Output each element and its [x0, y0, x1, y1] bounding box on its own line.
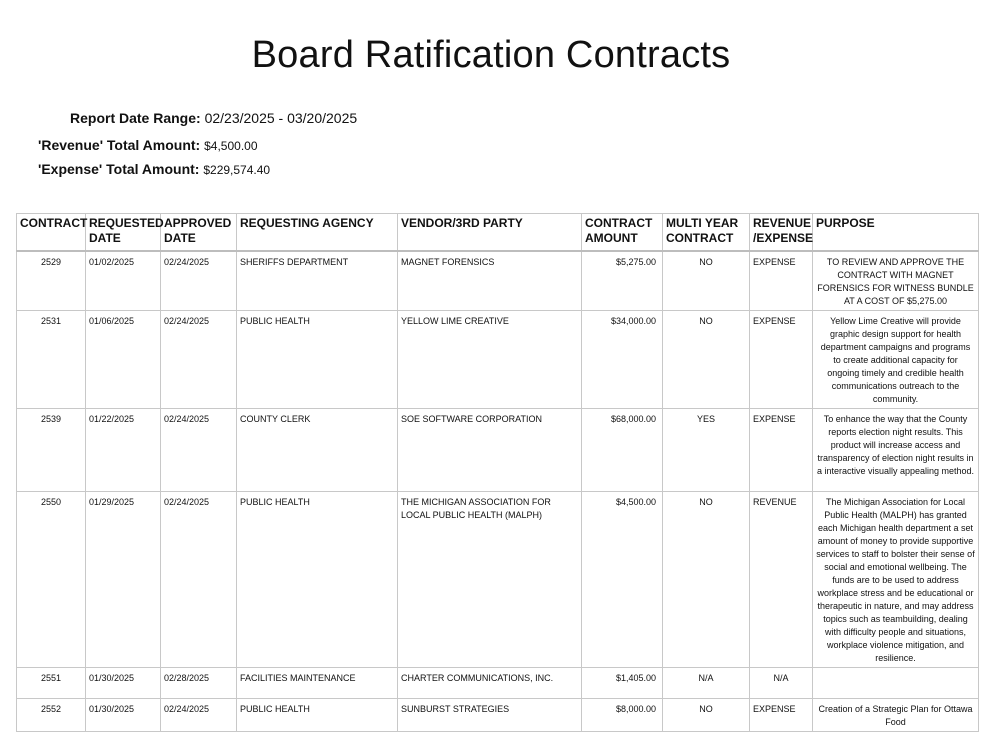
- col-header-purpose: PURPOSE: [813, 214, 979, 252]
- cell-purpose: Creation of a Strategic Plan for Ottawa Food: [813, 699, 979, 732]
- cell-vendor: SOE SOFTWARE CORPORATION: [398, 409, 582, 492]
- cell-multi-year: YES: [663, 409, 750, 492]
- report-date-range-value: 02/23/2025 - 03/20/2025: [204, 110, 358, 126]
- page-title: Board Ratification Contracts: [251, 34, 731, 76]
- cell-contract: 2529: [17, 251, 86, 311]
- cell-vendor: THE MICHIGAN ASSOCIATION FOR LOCAL PUBLIC HEALTH (MALPH): [398, 492, 582, 668]
- cell-approved-date: 02/24/2025: [161, 409, 237, 492]
- report-date-range-label: Report Date Range:: [70, 110, 201, 126]
- cell-multi-year: N/A: [663, 668, 750, 699]
- col-header-contract-amount: CONTRACT AMOUNT: [582, 214, 663, 252]
- cell-amount: $8,000.00: [582, 699, 663, 732]
- col-header-approved-date: APPROVED DATE: [161, 214, 237, 252]
- cell-purpose: To enhance the way that the County reports election night results. This product will increase access and transparency of election night results in a interactive visually appealing method.: [813, 409, 979, 492]
- cell-revenue-expense: EXPENSE: [750, 311, 813, 409]
- cell-amount: $68,000.00: [582, 409, 663, 492]
- cell-purpose: The Michigan Association for Local Public Health (MALPH) has granted each Michigan health department a set amount of money to provide supportive services to staff to bolster their sense of social and emotional wellbeing. The funds are to be used to address workplace stress and be educational or therapeutic in nature, and may address topics such as teambuilding, dealing with difficulty people and situations, workplace violence mitigation, and resilience.: [813, 492, 979, 668]
- cell-requested-date: 01/22/2025: [86, 409, 161, 492]
- cell-contract: 2551: [17, 668, 86, 699]
- col-header-contract: CONTRACT: [17, 214, 86, 252]
- table-row: [17, 409, 979, 492]
- cell-amount: $34,000.00: [582, 311, 663, 409]
- table-header-row: [17, 214, 979, 252]
- cell-vendor: CHARTER COMMUNICATIONS, INC.: [398, 668, 582, 699]
- report-date-range: [70, 110, 357, 126]
- cell-approved-date: 02/24/2025: [161, 699, 237, 732]
- table-row: [17, 251, 979, 311]
- cell-purpose: TO REVIEW AND APPROVE THE CONTRACT WITH MAGNET FORENSICS FOR WITNESS BUNDLE AT A COST OF $5,275.00: [813, 251, 979, 311]
- cell-agency: FACILITIES MAINTENANCE: [237, 668, 398, 699]
- cell-requested-date: 01/02/2025: [86, 251, 161, 311]
- cell-multi-year: NO: [663, 311, 750, 409]
- cell-revenue-expense: N/A: [750, 668, 813, 699]
- cell-contract: 2552: [17, 699, 86, 732]
- col-header-revenue-expense: REVENUE /EXPENSE: [750, 214, 813, 252]
- contracts-table: [16, 213, 979, 732]
- cell-agency: COUNTY CLERK: [237, 409, 398, 492]
- cell-requested-date: 01/29/2025: [86, 492, 161, 668]
- cell-amount: $4,500.00: [582, 492, 663, 668]
- cell-approved-date: 02/24/2025: [161, 311, 237, 409]
- cell-multi-year: NO: [663, 492, 750, 668]
- cell-amount: $1,405.00: [582, 668, 663, 699]
- table-row: [17, 311, 979, 409]
- col-header-requesting-agency: REQUESTING AGENCY: [237, 214, 398, 252]
- revenue-total: [38, 137, 258, 153]
- cell-requested-date: 01/30/2025: [86, 699, 161, 732]
- cell-agency: PUBLIC HEALTH: [237, 311, 398, 409]
- cell-approved-date: 02/28/2025: [161, 668, 237, 699]
- cell-agency: SHERIFFS DEPARTMENT: [237, 251, 398, 311]
- cell-vendor: MAGNET FORENSICS: [398, 251, 582, 311]
- cell-revenue-expense: EXPENSE: [750, 699, 813, 732]
- cell-purpose: Yellow Lime Creative will provide graphic design support for health department campaigns and programs to create additional capacity for ongoing timely and credible health communications outreach to the community.: [813, 311, 979, 409]
- cell-agency: PUBLIC HEALTH: [237, 492, 398, 668]
- cell-vendor: SUNBURST STRATEGIES: [398, 699, 582, 732]
- revenue-total-value: $4,500.00: [204, 139, 258, 153]
- cell-approved-date: 02/24/2025: [161, 251, 237, 311]
- expense-total: [38, 161, 270, 177]
- expense-total-label: 'Expense' Total Amount:: [38, 161, 200, 177]
- cell-vendor: YELLOW LIME CREATIVE: [398, 311, 582, 409]
- cell-agency: PUBLIC HEALTH: [237, 699, 398, 732]
- expense-total-value: $229,574.40: [203, 163, 271, 177]
- col-header-requested-date: REQUESTED DATE: [86, 214, 161, 252]
- cell-requested-date: 01/30/2025: [86, 668, 161, 699]
- cell-revenue-expense: EXPENSE: [750, 409, 813, 492]
- cell-amount: $5,275.00: [582, 251, 663, 311]
- cell-contract: 2531: [17, 311, 86, 409]
- cell-approved-date: 02/24/2025: [161, 492, 237, 668]
- table-row: [17, 492, 979, 668]
- table-row: [17, 699, 979, 732]
- cell-requested-date: 01/06/2025: [86, 311, 161, 409]
- col-header-multi-year: MULTI YEAR CONTRACT: [663, 214, 750, 252]
- cell-contract: 2539: [17, 409, 86, 492]
- revenue-total-label: 'Revenue' Total Amount:: [38, 137, 201, 153]
- cell-multi-year: NO: [663, 699, 750, 732]
- cell-multi-year: NO: [663, 251, 750, 311]
- cell-contract: 2550: [17, 492, 86, 668]
- cell-purpose: [813, 668, 979, 699]
- cell-revenue-expense: EXPENSE: [750, 251, 813, 311]
- cell-revenue-expense: REVENUE: [750, 492, 813, 668]
- col-header-vendor: VENDOR/3RD PARTY: [398, 214, 582, 252]
- table-row: [17, 668, 979, 699]
